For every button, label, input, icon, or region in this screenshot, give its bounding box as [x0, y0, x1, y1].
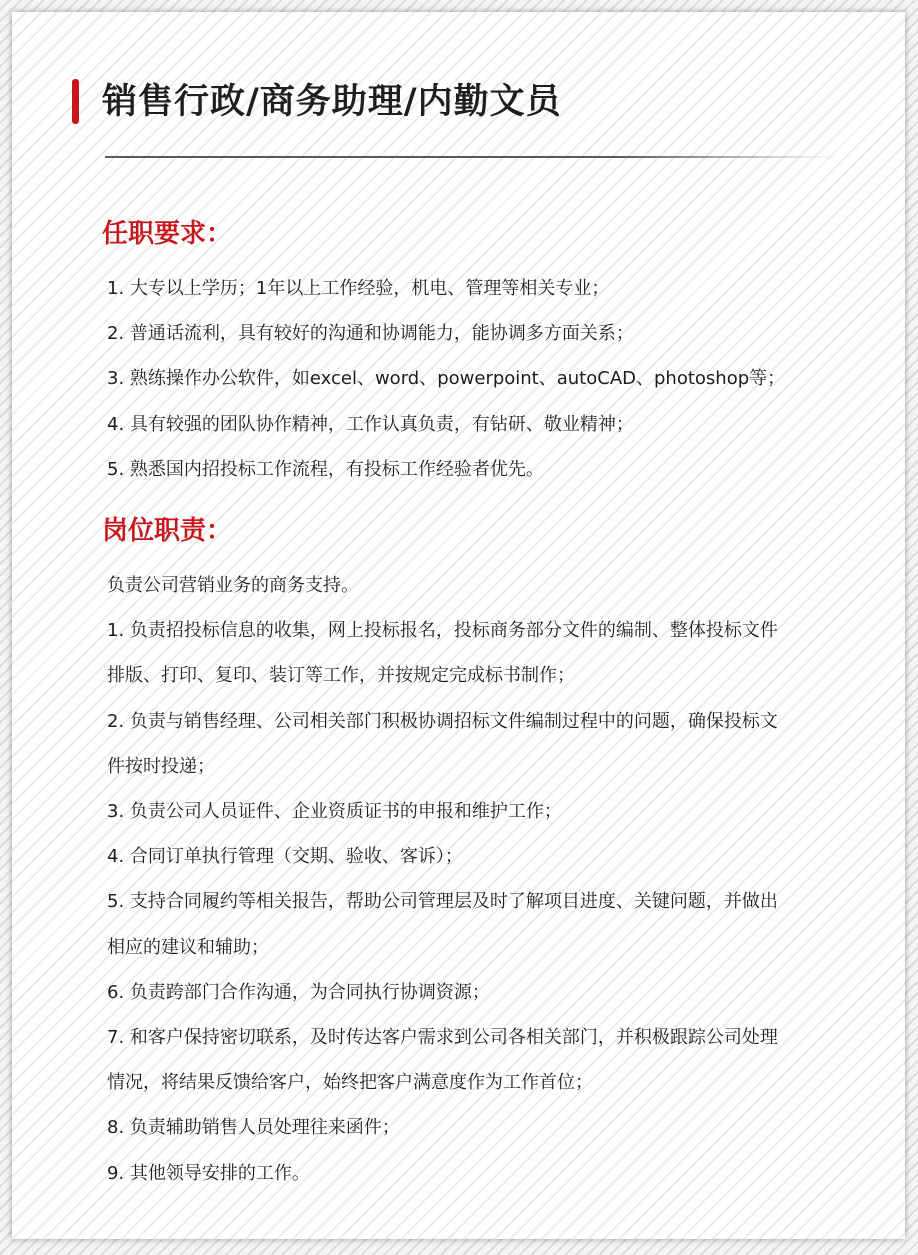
list-item: 相应的建议和辅助；: [107, 936, 269, 958]
job-card: [12, 12, 905, 1239]
list-item: 3. 熟练操作办公软件，如excel、word、powerpoint、autoCAD、photoshop等；: [107, 368, 786, 390]
title-accent-bar: [72, 79, 79, 124]
list-item: 2. 普通话流利，具有较好的沟通和协调能力，能协调多方面关系；: [107, 323, 634, 345]
duties-list: [107, 563, 862, 1196]
list-item: 9. 其他领导安排的工作。: [107, 1162, 310, 1184]
list-item: 排版、打印、复印、装订等工作，并按规定完成标书制作；: [107, 665, 575, 687]
list-item: 1. 大专以上学历；1年以上工作经验，机电、管理等相关专业；: [107, 278, 610, 299]
list-item: 1. 负责招投标信息的收集，网上投标报名，投标商务部分文件的编制、整体投标文件: [107, 620, 778, 642]
list-item: 5. 支持合同履约等相关报告，帮助公司管理层及时了解项目进度、关键问题，并做出: [107, 891, 778, 913]
list-item: 情况，将结果反馈给客户，始终把客户满意度作为工作首位；: [107, 1072, 593, 1094]
title-divider: [105, 156, 835, 158]
list-item: 4. 合同订单执行管理（交期、验收、客诉）；: [107, 846, 463, 868]
page-title: 销售行政/商务助理/内勤文员: [102, 82, 562, 122]
list-item: 件按时投递；: [107, 755, 215, 777]
duties-heading: 岗位职责：: [102, 516, 233, 546]
requirements-list: [107, 266, 862, 492]
list-item: 3. 负责公司人员证件、企业资质证书的申报和维护工作；: [107, 801, 562, 823]
list-item: 7. 和客户保持密切联系，及时传达客户需求到公司各相关部门，并积极跟踪公司处理: [107, 1027, 778, 1049]
list-item: 6. 负责跨部门合作沟通，为合同执行协调资源；: [107, 981, 490, 1003]
list-item: 5. 熟悉国内招投标工作流程，有投标工作经验者优先。: [107, 458, 544, 480]
requirements-heading: 任职要求：: [102, 219, 233, 249]
list-item: 2. 负责与销售经理、公司相关部门积极协调招标文件编制过程中的问题，确保投标文: [107, 710, 778, 732]
list-item: 8. 负责辅助销售人员处理往来函件；: [107, 1117, 400, 1139]
list-item: 负责公司营销业务的商务支持。: [107, 575, 359, 596]
list-item: 4. 具有较强的团队协作精神，工作认真负责，有钻研、敬业精神；: [107, 413, 634, 435]
